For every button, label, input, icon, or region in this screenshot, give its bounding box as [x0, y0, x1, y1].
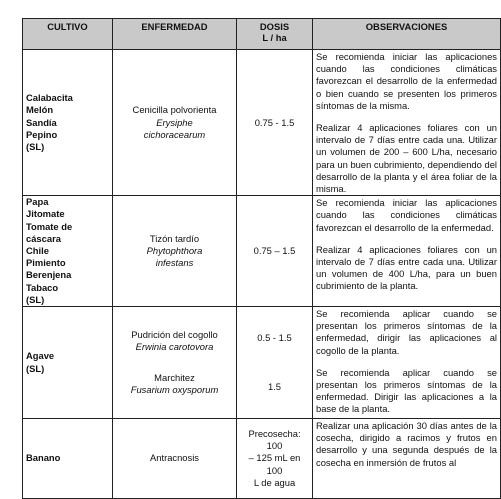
dose-value: 1.5: [267, 380, 282, 392]
crop-note: (SL): [26, 293, 45, 305]
table-row: [23, 196, 501, 307]
observations-cell: [313, 419, 501, 499]
crop-cell: [23, 196, 113, 307]
crop-cell: [23, 419, 113, 499]
crop-note: (SL): [26, 362, 45, 374]
disease-name: Antracnosis: [150, 452, 199, 464]
disease-cell: [113, 307, 237, 419]
crop-name: Pimiento: [26, 257, 66, 269]
pathogen-name: cichoracearum: [143, 128, 206, 140]
header-dosis: [237, 19, 313, 50]
table-row: [23, 307, 501, 419]
crop-cell: [23, 307, 113, 419]
disease-name: Cenicilla polvorienta: [132, 104, 217, 116]
disease-cell: [113, 196, 237, 307]
dose-cell: [237, 307, 313, 419]
observations-cell: [313, 50, 501, 196]
pathogen-name: Erysiphe: [156, 116, 193, 128]
fungicide-table: [22, 18, 501, 499]
table-row: [23, 419, 501, 499]
crop-name: Berenjena: [26, 269, 72, 281]
crop-cell: [23, 50, 113, 196]
document-page: [22, 18, 500, 488]
crop-name: Melón: [26, 104, 54, 116]
pathogen-name: infestans: [155, 257, 194, 269]
dose-value: L de agua: [253, 476, 296, 488]
crop-name: Tomate de cáscara: [26, 220, 73, 244]
dose-value: 0.5 - 1.5: [257, 332, 292, 344]
crop-name: Sandía: [26, 116, 57, 128]
observation-text: Se recomienda aplicar cuando se presentan los primeros síntomas de la enfermedad, dirigir las aplicaciones al cogollo de la planta.: [316, 308, 497, 356]
pathogen-name: Erwinia carotovora: [135, 341, 214, 353]
disease-name: Marchitez: [154, 371, 195, 383]
header-cultivo: CULTIVO: [23, 19, 113, 50]
disease-name: Pudrición del cogollo: [131, 329, 218, 341]
crop-name: Jitomate: [26, 208, 65, 220]
pathogen-name: Phytophthora: [146, 245, 203, 257]
observation-text: Realizar 4 aplicaciones foliares con un intervalo de 7 días entre cada una. Utilizar un volumen de 400 L/ha, para un buen cubrimiento de la planta.: [316, 243, 497, 292]
header-dosis-line2: L / ha: [262, 32, 287, 43]
crop-name: Pepino: [26, 128, 58, 140]
crop-name: Agave: [26, 350, 55, 362]
crop-name: Tabaco: [26, 281, 59, 293]
crop-name: Banano: [26, 452, 61, 464]
dose-value: Precosecha: 100: [248, 428, 301, 452]
header-dosis-line1: DOSIS: [259, 21, 290, 32]
observation-text: Realizar una aplicación 30 días antes de la cosecha, dirigido a racimos y frutos en desarrollo y una segunda después de la cosecha en inmersión de frutos al: [316, 420, 497, 468]
observations-cell: [313, 196, 501, 307]
observation-text: Se recomienda aplicar cuando se presentan los primeros síntomas de la enfermedad. Dirigir las aplicaciones a la base de la planta.: [316, 366, 497, 415]
observation-text: Se recomienda iniciar las aplicaciones cuando las condiciones climáticas favorezcan el desarrollo de la enfermedad o bien cuando se presenten los primeros síntomas de la misma.: [316, 51, 497, 111]
crop-name: Papa: [26, 196, 49, 208]
crop-name: Chile: [26, 245, 49, 257]
disease-name: Tizón tardío: [149, 232, 200, 244]
dose-cell: 0.75 - 1.5: [237, 50, 313, 196]
header-observaciones: OBSERVACIONES: [313, 19, 501, 50]
pathogen-name: Fusarium oxysporum: [130, 383, 219, 395]
table-row: [23, 50, 501, 196]
disease-cell: [113, 419, 237, 499]
observation-text: Realizar 4 aplicaciones foliares con un intervalo de 7 días entre cada una. Utilizar un volumen de 200 – 600 L/ha, necesario para un buen cubrimiento, dependiendo del desarrollo de la planta y el área foliar de la misma.: [316, 122, 497, 195]
header-enfermedad: ENFERMEDAD: [113, 19, 237, 50]
header-row: [23, 19, 501, 50]
dose-cell: [237, 419, 313, 499]
observation-text: Se recomienda iniciar las aplicaciones cuando las condiciones climáticas favorezcan el desarrollo de la enfermedad.: [316, 197, 497, 233]
dose-value: – 125 mL en 100: [248, 452, 301, 476]
dose-cell: 0.75 – 1.5: [237, 196, 313, 307]
observations-cell: [313, 307, 501, 419]
crop-name: Calabacita: [26, 92, 73, 104]
crop-note: (SL): [26, 140, 45, 152]
disease-cell: [113, 50, 237, 196]
